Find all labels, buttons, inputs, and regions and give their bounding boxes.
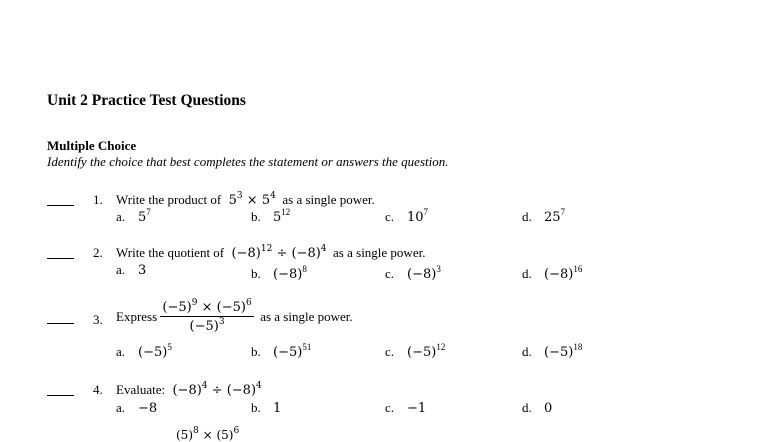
question-number: 1. — [93, 192, 103, 207]
option-value: (−8) — [407, 267, 437, 282]
partial-operator: × — [202, 428, 213, 442]
stem-term-a: 5 — [228, 193, 237, 208]
stem-text: Evaluate: — [116, 382, 166, 397]
stem-exp-b: 4 — [320, 244, 327, 254]
option-value: (−5) — [407, 345, 437, 360]
option-exponent: 16 — [573, 264, 583, 274]
question-number: 3. — [93, 312, 103, 327]
option-value: 5 — [273, 210, 282, 225]
option-value: 3 — [138, 263, 147, 278]
option-value: 0 — [544, 401, 553, 416]
stem-exp-b: 4 — [270, 191, 276, 201]
stem-expression — [227, 246, 326, 261]
answer-blank[interactable] — [47, 258, 74, 259]
stem-expression — [225, 193, 276, 208]
option-letter: a. — [116, 400, 126, 415]
option-value: 10 — [407, 210, 424, 225]
option-exponent: 7 — [560, 207, 566, 217]
option-exponent: 7 — [146, 207, 151, 217]
den-term: (−5) — [189, 319, 219, 334]
option-letter: d. — [522, 266, 532, 281]
option-letter: b. — [251, 266, 261, 281]
stem-exp-b: 4 — [256, 381, 262, 391]
option-c[interactable] — [385, 344, 445, 360]
question-stem — [116, 192, 375, 208]
option-a[interactable] — [116, 209, 151, 225]
option-a[interactable] — [116, 262, 146, 278]
option-letter: c. — [385, 344, 395, 359]
stem-operator: ÷ — [276, 246, 288, 261]
stem-operator: ÷ — [211, 383, 223, 398]
option-letter: a. — [116, 344, 126, 359]
instructions: Identify the choice that best completes the statement or answers the question. — [47, 154, 449, 169]
stem-exp-a: 3 — [236, 191, 243, 201]
section-heading: Multiple Choice — [47, 138, 137, 153]
option-value: (−8) — [544, 267, 574, 282]
stem-suffix: as a single power. — [333, 245, 426, 260]
stem-exp-a: 4 — [201, 381, 208, 391]
stem-term-b: 5 — [261, 193, 271, 208]
option-letter: b. — [251, 344, 261, 359]
next-question-partial — [176, 428, 239, 442]
option-exponent: 5 — [167, 342, 172, 352]
option-letter: a. — [116, 209, 126, 224]
option-letter: c. — [385, 266, 395, 281]
option-d[interactable] — [522, 209, 565, 225]
stem-suffix: as a single power. — [260, 309, 353, 324]
question-number: 2. — [93, 245, 103, 260]
stem-exp-a: 12 — [260, 244, 273, 254]
option-letter: d. — [522, 209, 532, 224]
stem-expression — [168, 383, 261, 398]
option-value: −8 — [138, 401, 158, 416]
stem-term-b: (−8) — [226, 383, 257, 398]
option-a[interactable] — [116, 400, 157, 416]
option-exponent: 18 — [573, 342, 583, 352]
option-a[interactable] — [116, 344, 172, 360]
question-stem — [116, 300, 353, 334]
stem-operator: × — [246, 193, 258, 208]
num-exp-2: 6 — [245, 298, 252, 308]
option-value: (−5) — [138, 345, 168, 360]
option-c[interactable] — [385, 266, 441, 282]
answer-blank[interactable] — [47, 205, 74, 206]
stem-fraction — [160, 300, 253, 334]
partial-term-b: (5) — [216, 428, 234, 442]
partial-term-a: (5) — [176, 428, 193, 442]
option-b[interactable] — [251, 400, 281, 416]
option-d[interactable] — [522, 266, 582, 282]
option-letter: c. — [385, 400, 395, 415]
stem-text: Write the product of — [116, 192, 222, 207]
option-value: 1 — [273, 401, 282, 416]
option-letter: b. — [251, 400, 261, 415]
option-c[interactable] — [385, 209, 428, 225]
num-operator: × — [201, 300, 213, 315]
fraction-numerator — [160, 300, 253, 317]
answer-blank[interactable] — [47, 395, 74, 396]
answer-blank[interactable] — [47, 323, 74, 324]
num-term-1: (−5) — [162, 300, 192, 315]
option-value: (−5) — [544, 345, 574, 360]
option-exponent: 12 — [281, 207, 291, 217]
option-c[interactable] — [385, 400, 426, 416]
stem-text: Write the quotient of — [116, 245, 225, 260]
option-value: 5 — [138, 210, 147, 225]
option-value: 25 — [544, 210, 561, 225]
fraction-denominator — [160, 317, 253, 334]
num-term-2: (−5) — [216, 300, 246, 315]
option-letter: b. — [251, 209, 261, 224]
option-letter: c. — [385, 209, 395, 224]
partial-exp-b: 6 — [233, 426, 240, 436]
option-letter: d. — [522, 400, 532, 415]
stem-suffix: as a single power. — [282, 192, 375, 207]
option-exponent: 12 — [436, 342, 446, 352]
option-exponent: 8 — [302, 264, 307, 274]
question-number: 4. — [93, 382, 103, 397]
stem-term-b: (−8) — [291, 246, 321, 261]
stem-term-a: (−8) — [231, 246, 261, 261]
stem-text: Express — [116, 309, 158, 324]
option-b[interactable] — [251, 209, 290, 225]
option-d[interactable] — [522, 344, 582, 360]
option-b[interactable] — [251, 266, 307, 282]
den-exp: 3 — [218, 317, 225, 327]
option-exponent: 3 — [436, 264, 441, 274]
option-exponent: 7 — [423, 207, 429, 217]
option-value: (−5) — [273, 345, 303, 360]
option-letter: d. — [522, 344, 532, 359]
question-stem — [116, 382, 262, 398]
question-stem — [116, 245, 425, 261]
option-d[interactable] — [522, 400, 552, 416]
option-b[interactable] — [251, 344, 311, 360]
option-letter: a. — [116, 262, 126, 277]
option-exponent: 51 — [302, 342, 312, 352]
num-exp-1: 9 — [191, 298, 198, 308]
option-value: −1 — [407, 401, 427, 416]
partial-exp-a: 8 — [193, 426, 199, 436]
stem-term-a: (−8) — [172, 383, 202, 398]
option-value: (−8) — [273, 267, 303, 282]
page-title: Unit 2 Practice Test Questions — [47, 92, 246, 109]
